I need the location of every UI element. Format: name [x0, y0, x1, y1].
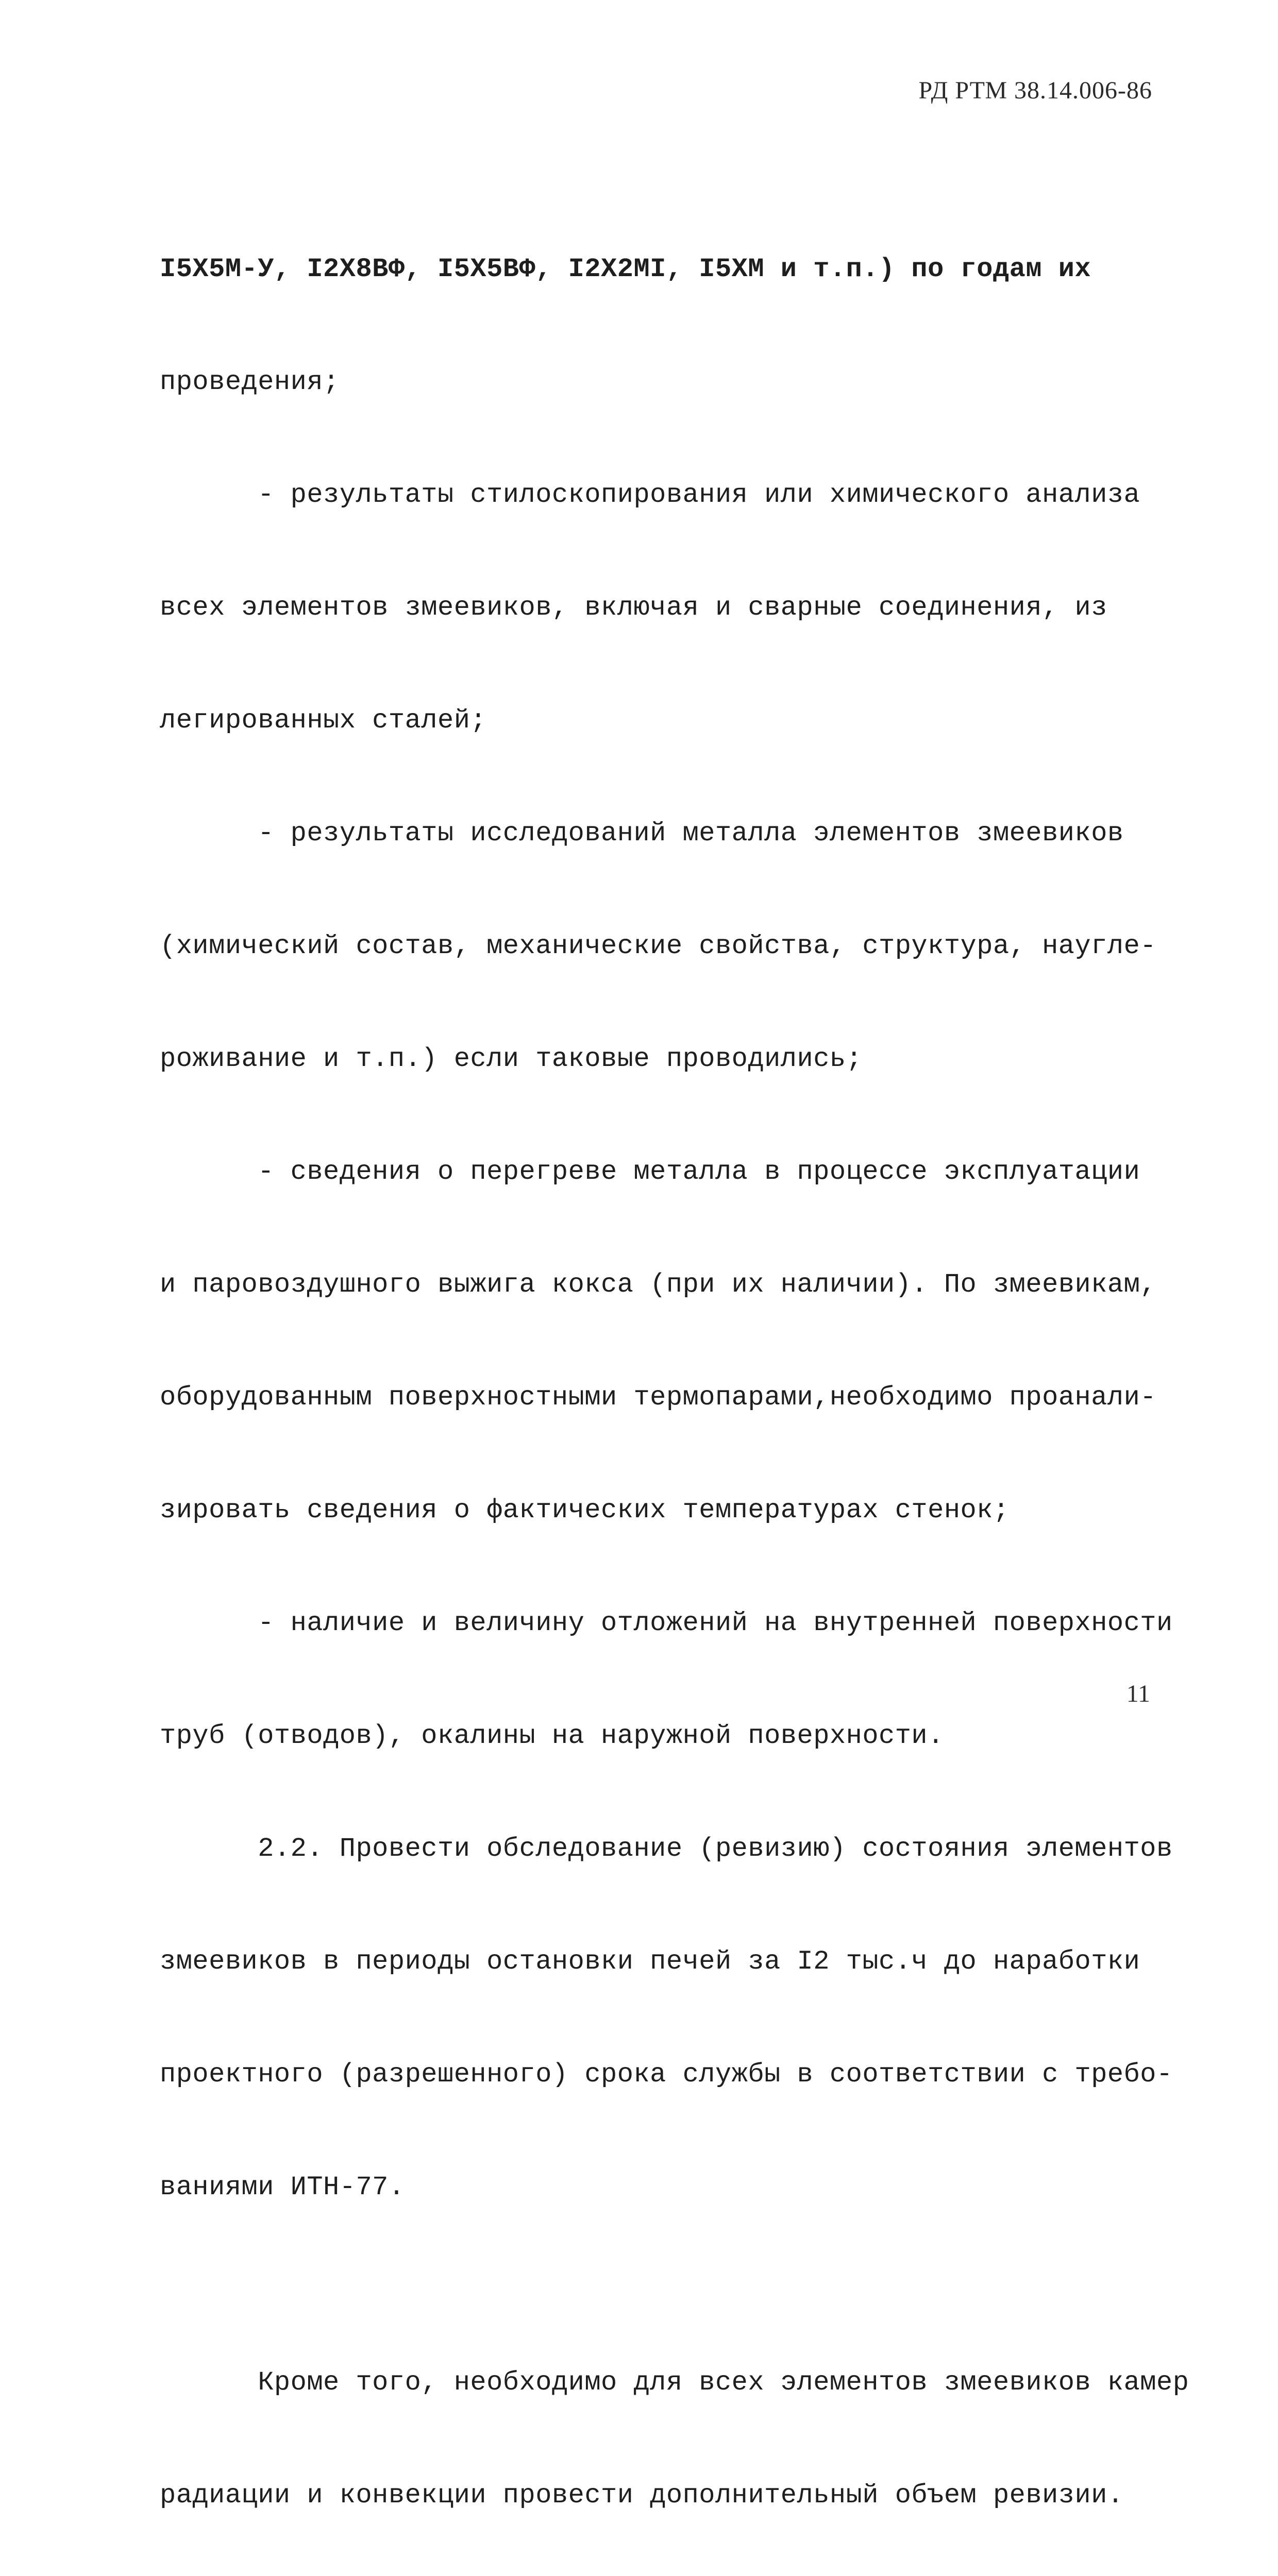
text-line: 2.2. Провести обследование (ревизию) состояния элементов	[160, 1834, 1173, 1864]
text-line: оборудованным поверхностными термопарами,необходимо проанали-	[160, 1382, 1157, 1413]
text-line: змеевиков в периоды остановки печей за I2 тыс.ч до наработки	[160, 1946, 1140, 1977]
document-body	[160, 175, 1189, 2576]
text-line: легированных сталей;	[160, 705, 487, 736]
text-line: всех элементов змеевиков, включая и сварные соединения, из	[160, 592, 1107, 623]
text-line: - результаты стилоскопирования или химического анализа	[160, 480, 1140, 510]
text-line: радиации и конвекции провести дополнительный объем ревизии.	[160, 2480, 1124, 2511]
document-code: РД РТМ 38.14.006-86	[918, 77, 1152, 104]
text-line: - наличие и величину отложений на внутренней поверхности	[160, 1608, 1173, 1638]
text-line: и паровоздушного выжига кокса (при их наличии). По змеевикам,	[160, 1269, 1157, 1300]
text-line: Кроме того, необходимо для всех элементов змеевиков камер	[160, 2367, 1189, 2398]
text-line: проведения;	[160, 367, 340, 397]
text-line: зировать сведения о фактических температурах стенок;	[160, 1495, 1010, 1526]
text-line: - сведения о перегреве металла в процессе эксплуатации	[160, 1157, 1140, 1187]
text-line: проектного (разрешенного) срока службы в соответствии с требо-	[160, 2059, 1173, 2090]
text-line: I5X5M-У, I2X8ВФ, I5X5ВФ, I2X2MI, I5XM и т.п.) по годам их	[160, 254, 1091, 284]
text-line: труб (отводов), окалины на наружной поверхности.	[160, 1721, 944, 1751]
text-line: (химический состав, механические свойства, структура, наугле-	[160, 931, 1157, 961]
paragraph-gap	[160, 2281, 1154, 2289]
text-line: - результаты исследований металла элементов змеевиков	[160, 818, 1124, 849]
text-line: роживание и т.п.) если таковые проводились;	[160, 1044, 863, 1074]
text-line: ваниями ИТН-77.	[160, 2172, 405, 2202]
page-number: 11	[1126, 1680, 1150, 1707]
